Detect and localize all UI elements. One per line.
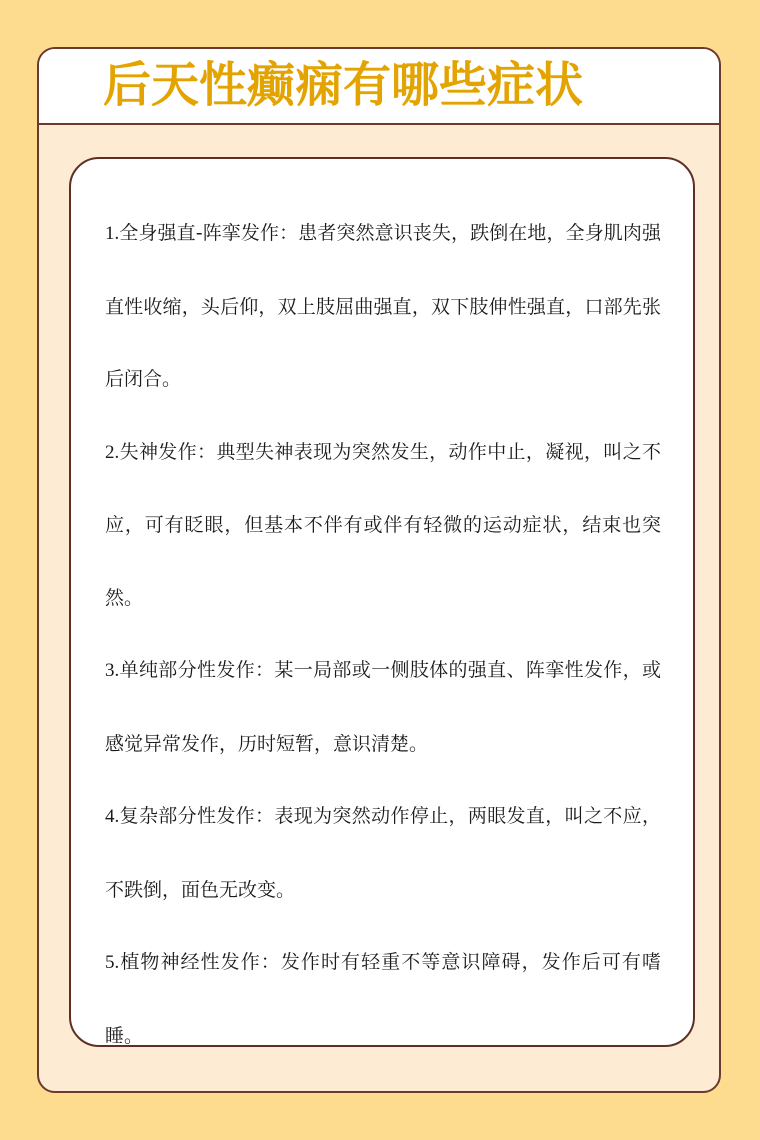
content-card <box>69 157 695 1047</box>
symptom-item-5 <box>105 926 661 1072</box>
symptom-item-4 <box>105 780 661 926</box>
outer-card <box>37 47 721 1093</box>
header-band <box>39 49 719 125</box>
symptom-text: 全身强直-阵挛发作：患者突然意识丧失，跌倒在地，全身肌肉强直性收缩，头后仰，双上肢屈曲强直，双下肢伸性强直，口部先张后闭合。 <box>105 222 661 390</box>
symptom-list <box>105 197 661 1072</box>
symptom-text: 植物神经性发作：发作时有轻重不等意识障碍，发作后可有嗜睡。 <box>105 951 661 1047</box>
symptom-text: 单纯部分性发作：某一局部或一侧肢体的强直、阵挛性发作，或感觉异常发作，历时短暂，意识清楚。 <box>105 659 661 755</box>
symptom-text: 复杂部分性发作：表现为突然动作停止，两眼发直，叫之不应，不跌倒，面色无改变。 <box>105 805 661 901</box>
symptom-item-1 <box>105 197 661 416</box>
symptom-item-3 <box>105 634 661 780</box>
symptom-text: 失神发作：典型失神表现为突然发生，动作中止，凝视，叫之不应，可有眨眼，但基本不伴有或伴有轻微的运动症状，结束也突然。 <box>105 440 661 609</box>
symptom-number: 1. <box>105 223 120 244</box>
symptom-number: 3. <box>105 660 120 681</box>
symptom-number: 5. <box>105 952 120 973</box>
symptom-item-2 <box>105 416 661 635</box>
symptom-number: 4. <box>105 806 120 827</box>
page-title: 后天性癫痫有哪些症状 <box>103 57 584 113</box>
symptom-number: 2. <box>105 441 120 463</box>
